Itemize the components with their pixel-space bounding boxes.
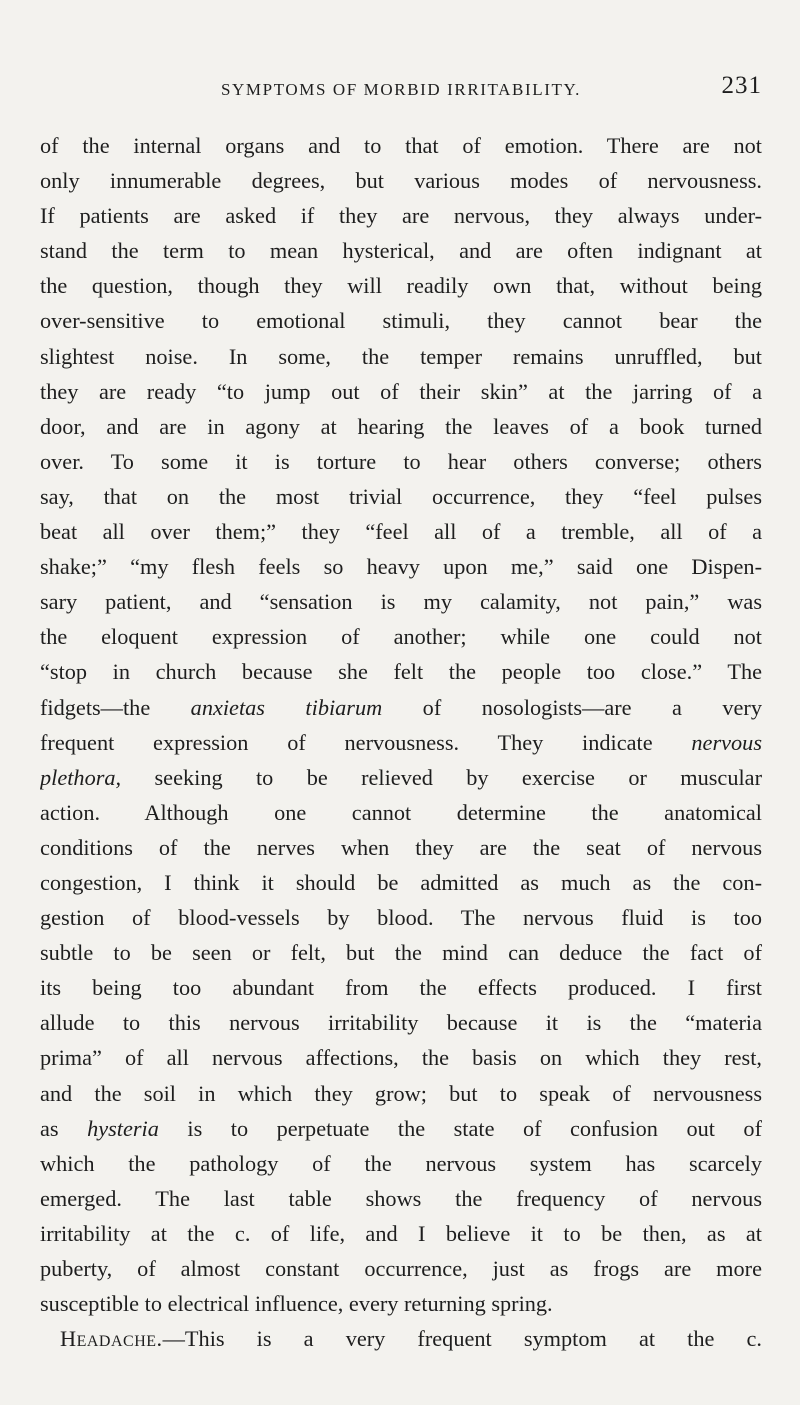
italic-term: hysteria (87, 1115, 159, 1141)
text-run: is to perpetuate the state of confusion out of (158, 1115, 762, 1141)
text-run: of nosologists—are a very (382, 694, 762, 720)
italic-term: anxietas tibiarum (190, 694, 383, 720)
text-line (40, 1111, 762, 1146)
text-run: as (40, 1115, 88, 1141)
italic-term: plethora, (40, 764, 122, 790)
text-line: of the internal organs and to that of emotion. There are not (40, 133, 762, 158)
page-number: 231 (721, 72, 762, 99)
text-run: frequent expression of nervousness. They indicate (40, 729, 692, 755)
text-line: congestion, I think it should be admitted as much as the con- (40, 869, 762, 895)
text-line: allude to this nervous irritability because it is the “materia (40, 1010, 762, 1036)
running-title: SYMPTOMS OF MORBID IRRITABILITY. (221, 80, 581, 99)
text-line: they are ready “to jump out of their skin” at the jarring of a (40, 378, 762, 404)
text-line (40, 690, 762, 725)
text-line: stand the term to mean hysterical, and are often indignant at (40, 238, 762, 264)
text-line: the question, though they will readily own that, without being (40, 273, 762, 299)
text-line: irritability at the c. of life, and I believe it to be then, as at (40, 1220, 762, 1246)
text-line: conditions of the nerves when they are the seat of nervous (40, 834, 762, 860)
text-line (40, 725, 762, 760)
text-line: shake;” “my flesh feels so heavy upon me,” said one Dispen- (40, 554, 762, 580)
text-line: susceptible to electrical influence, every returning spring. (40, 1291, 553, 1317)
text-line: prima” of all nervous affections, the basis on which they rest, (40, 1045, 762, 1071)
text-line: “stop in church because she felt the people too close.” The (40, 659, 762, 685)
text-line: If patients are asked if they are nervous, they always under- (40, 203, 762, 229)
text-line: beat all over them;” they “feel all of a tremble, all of a (40, 519, 762, 545)
text-line: door, and are in agony at hearing the leaves of a book turned (40, 413, 762, 439)
text-line: subtle to be seen or felt, but the mind can deduce the fact of (40, 940, 762, 966)
text-line: sary patient, and “sensation is my calamity, not pain,” was (40, 589, 762, 615)
text-line: say, that on the most trivial occurrence, they “feel pulses (40, 483, 762, 509)
running-head (40, 72, 762, 104)
text-line: only innumerable degrees, but various modes of nervousness. (40, 168, 762, 194)
text-line: which the pathology of the nervous system has scarcely (40, 1150, 762, 1176)
text-line: gestion of blood-vessels by blood. The nervous fluid is too (40, 905, 762, 931)
text-line (40, 760, 762, 795)
text-line: slightest noise. In some, the temper remains unruffled, but (40, 343, 762, 369)
italic-term: nervous (691, 729, 762, 755)
text-line: over. To some it is torture to hear others converse; others (40, 448, 762, 474)
text-line: and the soil in which they grow; but to speak of nervousness (40, 1080, 762, 1106)
text-line: the eloquent expression of another; while one could not (40, 624, 762, 650)
text-line: its being too abundant from the effects produced. I first (40, 975, 762, 1001)
text-line: emerged. The last table shows the frequency of nervous (40, 1185, 762, 1211)
section-heading: Headache. (60, 1326, 163, 1352)
text-run: seeking to be relieved by exercise or muscular (121, 764, 762, 790)
text-line: action. Although one cannot determine the anatomical (40, 799, 762, 825)
body-text (40, 128, 762, 1356)
text-run: fidgets—the (40, 694, 191, 720)
text-line: puberty, of almost constant occurrence, just as frogs are more (40, 1256, 762, 1281)
text-run: —This is a very frequent symptom at the c. (162, 1326, 762, 1352)
section-heading-line (40, 1321, 762, 1356)
text-line: over-sensitive to emotional stimuli, they cannot bear the (40, 308, 762, 334)
